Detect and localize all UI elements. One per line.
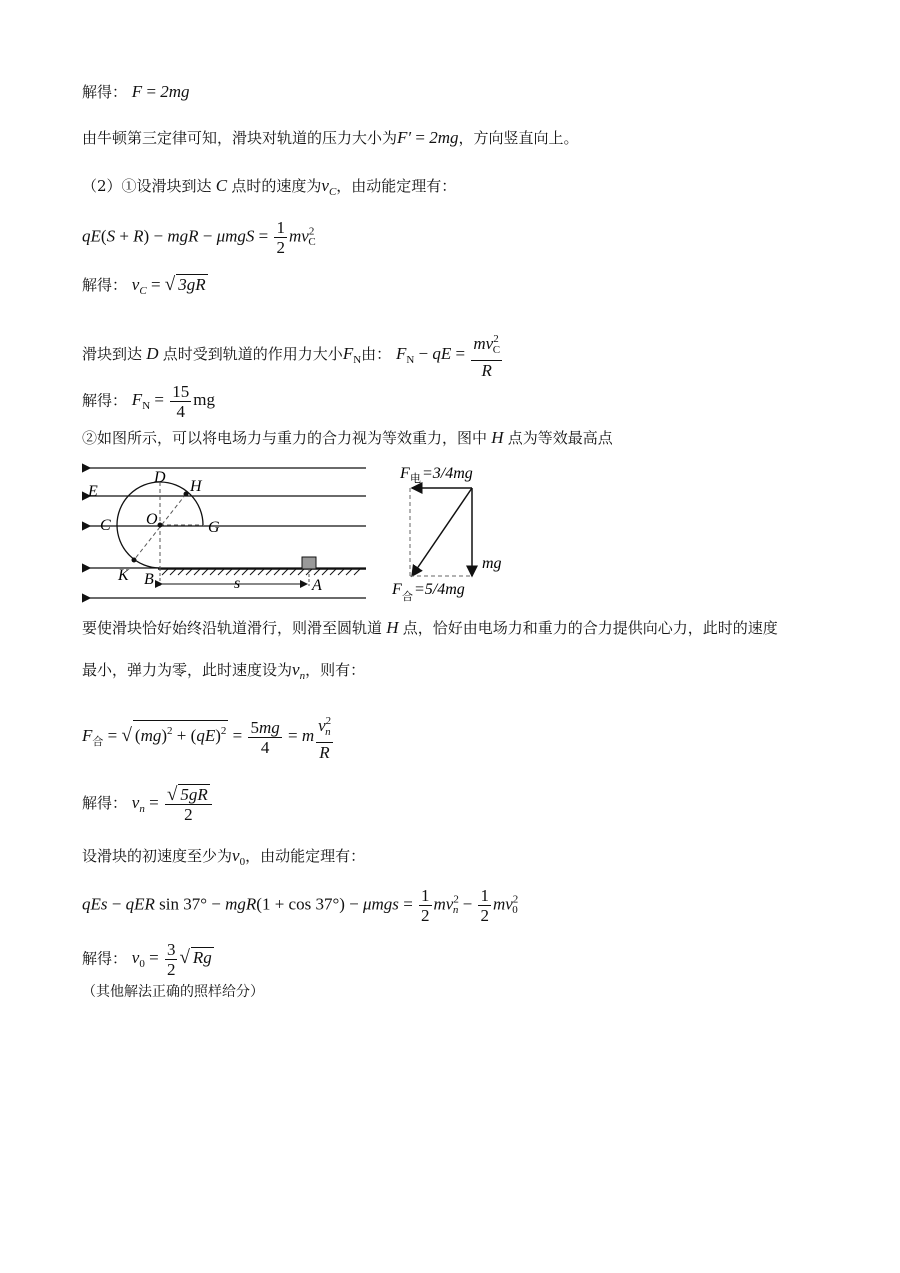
slider-block	[302, 557, 316, 569]
svg-text:F: F	[392, 581, 402, 598]
solution-line-12: 解得： $v_n$ = $\frac{√ 5gR}{2}$	[82, 784, 214, 824]
label-f-elec: =3/4mg	[422, 465, 473, 482]
solution-line-15: 解得： $v_0$ = $\frac{3}{2}$ √ Rg	[82, 940, 212, 979]
solution-line-8: ②如图所示，可以将电场力与重力的合力视为等效重力，图中 H 点为等效最高点	[82, 428, 613, 447]
solution-line-10: 最小，弹力为零，此时速度设为$v_n$，则有：	[82, 660, 366, 682]
label-H: H	[190, 478, 202, 495]
label-E: E	[88, 483, 98, 500]
label-s: s	[234, 575, 241, 592]
solution-line-1: 解得： F = 2mg	[82, 82, 190, 101]
label-A: A	[312, 577, 322, 594]
label-C: C	[100, 517, 111, 534]
label-D: D	[154, 469, 166, 486]
centripetal-equation: $F_合$ = √ (mg)$^2$ + (qE)$^2$ = $\frac{5mg}{4}$ = m $\frac{v^2_n}{R}$	[82, 712, 335, 762]
solution-line-5: 解得： $v_C$ = √ 3gR	[82, 274, 206, 297]
point-O	[158, 523, 163, 528]
energy-equation-1: qE(S + R) − mgR − μmgS = $\frac{1}{2}$ $mv^2_C$	[82, 218, 316, 257]
label-mg: mg	[482, 555, 502, 572]
svg-text:F: F	[400, 465, 410, 482]
solution-line-3: （2）①设滑块到达 C 点时的速度为$v_C$，由动能定理有：	[82, 176, 457, 198]
label-O: O	[146, 511, 158, 528]
solution-line-13: 设滑块的初速度至少为$v_0$，由动能定理有：	[82, 846, 366, 868]
energy-equation-2: qEs − qER sin 37° − mgR(1 + cos 37°) − μmgs = $\frac{1}{2}$ $mv^2_n$ − $\frac{1}{2}$ $mv^2_0$	[82, 886, 519, 925]
label-f-net: =5/4mg	[414, 581, 465, 598]
equation-F-2mg: F = 2mg	[131, 82, 190, 101]
point-K	[132, 558, 137, 563]
solution-line-6: 滑块到达 D 点时受到轨道的作用力大小$F_N$由： $F_N$ − qE = $\frac{mv^2_C}{R}$	[82, 330, 504, 380]
equation-F-prime: F′ = 2mg	[397, 128, 459, 147]
force-diagram	[388, 458, 528, 608]
svg-text:合: 合	[402, 591, 413, 603]
solution-line-7: 解得： $F_N$ = $\frac{15}{4}$ mg	[82, 382, 215, 421]
solution-line-9: 要使滑块恰好始终沿轨道滑行，则滑至圆轨道 H 点，恰好由电场力和重力的合力提供向心力，此时的速度	[82, 618, 778, 637]
grading-note: （其他解法正确的照样给分）	[82, 984, 264, 1000]
label-B: B	[144, 571, 154, 588]
solution-line-2: 由牛顿第三定律可知，滑块对轨道的压力大小为F′ = 2mg，方向竖直向上。	[82, 128, 579, 147]
label-G: G	[208, 519, 220, 536]
svg-text:电: 电	[410, 473, 421, 485]
label-K: K	[118, 567, 129, 584]
point-H	[184, 492, 189, 497]
